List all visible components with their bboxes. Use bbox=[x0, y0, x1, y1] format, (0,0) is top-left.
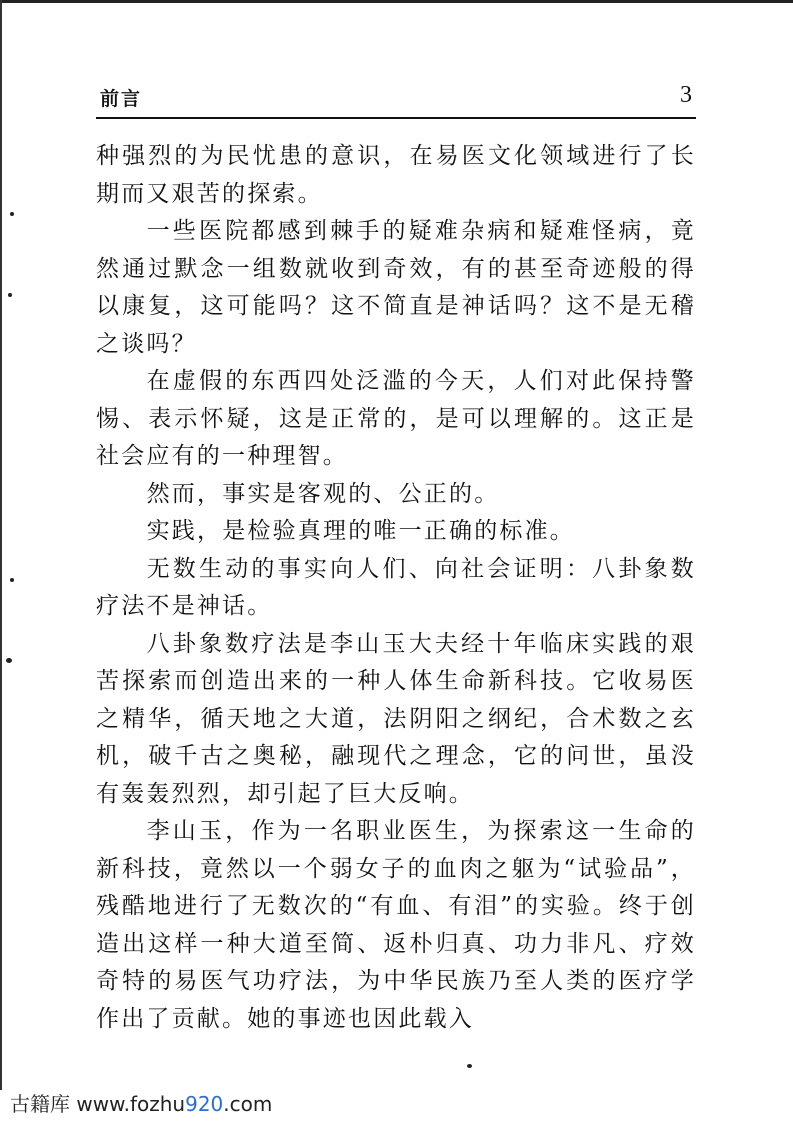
paragraph: 一些医院都感到棘手的疑难杂病和疑难怪病，竟然通过默念一组数就收到奇效，有的甚至奇迹般的得以康复，这可能吗？这不简直是神话吗？这不是无稽之谈吗？ bbox=[96, 218, 696, 357]
running-head bbox=[100, 84, 696, 114]
scan-speck bbox=[467, 1064, 472, 1068]
paragraph: 在虚假的东西四处泛滥的今天，人们对此保持警惕、表示怀疑，这是正常的，是可以理解的。这正是社会应有的一种理智。 bbox=[96, 368, 696, 469]
header-rule bbox=[96, 117, 696, 119]
paragraph: 然而，事实是客观的、公正的。 bbox=[146, 480, 500, 507]
paragraph: 无数生动的事实向人们、向社会证明：八卦象数疗法不是神话。 bbox=[96, 555, 696, 619]
watermark-url-number: 920 bbox=[185, 1092, 224, 1116]
paragraph: 八卦象数疗法是李山玉大夫经十年临床实践的艰苦探索而创造出来的一种人体生命新科技。它收易医之精华，循天地之大道，法阴阳之纲纪，合术数之玄机，破千古之奥秘，融现代之理念，它的问世，虽没有轰轰烈烈，却引起了巨大反响。 bbox=[96, 630, 696, 807]
watermark-url-prefix: www.fozhu bbox=[76, 1092, 186, 1116]
site-watermark bbox=[6, 1086, 276, 1119]
top-scan-border bbox=[0, 0, 793, 3]
paragraph: 李山玉，作为一名职业医生，为探索这一生命的新科技，竟然以一个弱女子的血肉之躯为“试验品”，残酷地进行了无数次的“有血、有泪”的实验。终于创造出这样一种大道至简、返朴归真、功力非凡、疗效奇特的易医气功疗法，为中华民族乃至人类的医疗学作出了贡献。她的事迹也因此载入 bbox=[96, 818, 696, 1032]
scan-speck bbox=[10, 578, 14, 582]
watermark-site-name: 古籍库 bbox=[10, 1092, 70, 1116]
scan-speck bbox=[8, 293, 12, 297]
page-number: 3 bbox=[680, 82, 692, 108]
left-scan-edge bbox=[0, 0, 2, 1090]
body-text bbox=[96, 138, 696, 1038]
scan-speck bbox=[10, 212, 14, 216]
watermark-url-suffix: .com bbox=[223, 1092, 273, 1116]
chapter-title: 前言 bbox=[100, 88, 143, 110]
scan-speck bbox=[6, 658, 12, 663]
paragraph-continuation: 种强烈的为民忧患的意识，在易医文化领域进行了长期而又艰苦的探索。 bbox=[96, 143, 696, 207]
paragraph: 实践，是检验真理的唯一正确的标准。 bbox=[146, 518, 575, 544]
